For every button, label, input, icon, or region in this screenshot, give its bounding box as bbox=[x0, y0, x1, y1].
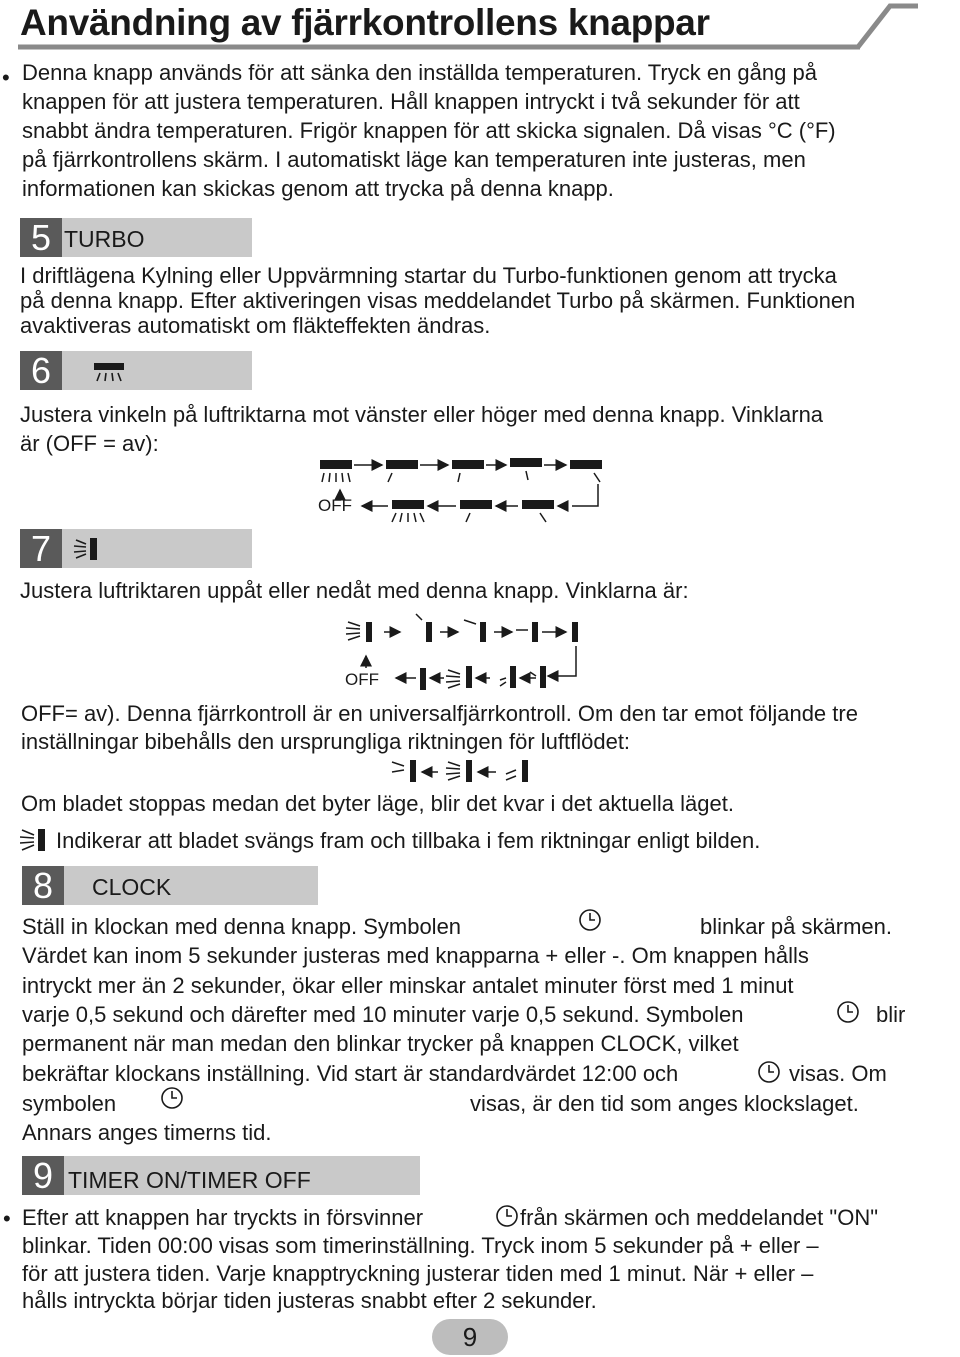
horizontal-swing-icon bbox=[92, 361, 126, 383]
text-line: knappen för att justera temperaturen. Håll knappen intryckt i två sekunder för att bbox=[22, 89, 800, 114]
horizontal-swing-paragraph bbox=[20, 400, 823, 458]
text-line: Justera vinkeln på luftriktarna mot vänster eller höger med denna knapp. Vinklarna bbox=[20, 402, 824, 427]
clock-icon bbox=[757, 1060, 781, 1084]
text-line: snabbt ändra temperaturen. Frigör knappen för att skicka signalen. Då visas °C (°F) bbox=[22, 118, 836, 143]
section-number: 9 bbox=[22, 1156, 64, 1195]
clock-icon bbox=[160, 1086, 184, 1110]
off-label: OFF bbox=[345, 670, 379, 689]
section-label: CLOCK bbox=[92, 874, 172, 900]
clock-line-4b: blir bbox=[876, 1002, 906, 1027]
swing-indicator-text: Indikerar att bladet svängs fram och tillbaka i fem riktningar enligt bilden. bbox=[56, 828, 761, 853]
clock-icon bbox=[836, 1000, 860, 1024]
clock-icon bbox=[495, 1204, 519, 1228]
section-header-vertical-swing bbox=[20, 529, 252, 568]
bullet: • bbox=[2, 65, 10, 90]
text-line: OFF= av). Denna fjärrkontroll är en universalfjärrkontroll. Om den tar emot följande tre bbox=[21, 701, 858, 726]
text-line: avaktiveras automatiskt om fläkteffekten ändras. bbox=[20, 313, 491, 338]
vertical-swing-intro: Justera luftriktaren uppåt eller nedåt med denna knapp. Vinklarna är: bbox=[20, 578, 689, 603]
page-title: Användning av fjärrkontrollens knappar bbox=[20, 2, 710, 43]
section-header-timer bbox=[22, 1156, 420, 1195]
horizontal-swing-diagram bbox=[310, 452, 620, 527]
clock-line-8: Annars anges timerns tid. bbox=[22, 1120, 272, 1145]
clock-line-5: permanent när man medan den blinkar trycker på knappen CLOCK, vilket bbox=[22, 1031, 739, 1056]
bullet: • bbox=[3, 1206, 11, 1231]
section-label: TURBO bbox=[64, 226, 145, 252]
clock-line-2: Värdet kan inom 5 sekunder justeras med knapparna + eller -. Om knappen hålls bbox=[22, 943, 809, 968]
timer-line-1a: Efter att knappen har tryckts in försvinner bbox=[22, 1205, 424, 1230]
clock-line-3: intryckt mer än 2 sekunder, ökar eller minskar antalet minuter först med 1 minut bbox=[22, 973, 794, 998]
section-header-clock bbox=[22, 866, 318, 905]
timer-line-3: för att justera tiden. Varje knapptryckning justerar tiden med 1 minut. När + eller – bbox=[22, 1261, 814, 1286]
section-number: 8 bbox=[22, 866, 64, 905]
text-line: på fjärrkontrollens skärm. I automatiskt läge kan temperaturen inte justeras, men bbox=[22, 147, 806, 172]
vertical-swing-paragraph bbox=[21, 700, 858, 756]
clock-line-1b: blinkar på skärmen. bbox=[700, 914, 892, 939]
section-label: TIMER ON/TIMER OFF bbox=[68, 1167, 311, 1193]
turbo-paragraph bbox=[20, 263, 855, 338]
section-number: 6 bbox=[20, 351, 62, 390]
text-line: informationen kan skickas genom att trycka på denna knapp. bbox=[22, 176, 614, 201]
retained-positions-diagram bbox=[388, 756, 538, 786]
vertical-swing-icon bbox=[72, 534, 120, 564]
off-label: OFF bbox=[318, 496, 352, 515]
clock-line-6b: visas. Om bbox=[789, 1061, 887, 1086]
text-line: är (OFF = av): bbox=[20, 431, 159, 456]
clock-line-6a: bekräftar klockans inställning. Vid start är standardvärdet 12:00 och bbox=[22, 1061, 679, 1086]
section-header-turbo bbox=[20, 218, 252, 257]
intro-paragraph bbox=[22, 58, 836, 203]
section-header-horizontal-swing bbox=[20, 351, 252, 390]
text-line: på denna knapp. Efter aktiveringen visas meddelandet Turbo på skärmen. Funktionen bbox=[20, 288, 856, 313]
timer-line-2: blinkar. Tiden 00:00 visas som timerinställning. Tryck inom 5 sekunder på + eller – bbox=[22, 1233, 819, 1258]
clock-line-7a: symbolen bbox=[22, 1091, 117, 1116]
clock-line-1a: Ställ in klockan med denna knapp. Symbolen bbox=[22, 914, 462, 939]
clock-icon bbox=[578, 908, 602, 932]
clock-line-7b: visas, är den tid som anges klockslaget. bbox=[470, 1091, 859, 1116]
stop-position-text: Om bladet stoppas medan det byter läge, blir det kvar i det aktuella läget. bbox=[21, 791, 734, 816]
section-number: 5 bbox=[20, 218, 62, 257]
text-line: Denna knapp används för att sänka den inställda temperaturen. Tryck en gång på bbox=[22, 60, 817, 85]
text-line: inställningar bibehålls den ursprungliga riktningen för luftflödet: bbox=[21, 729, 631, 754]
timer-line-4: hålls intryckta börjar tiden justeras snabbt efter 2 sekunder. bbox=[22, 1288, 597, 1313]
section-number: 7 bbox=[20, 529, 62, 568]
page-number: 9 bbox=[432, 1319, 508, 1355]
clock-line-4a: varje 0,5 sekund och därefter med 10 minuter varje 0,5 sekund. Symbolen bbox=[22, 1002, 744, 1027]
timer-line-1b: från skärmen och meddelandet "ON" bbox=[520, 1205, 879, 1230]
vane-swing-icon bbox=[20, 826, 50, 854]
text-line: I driftlägena Kylning eller Uppvärmning startar du Turbo-funktionen genom att trycka bbox=[20, 263, 837, 288]
